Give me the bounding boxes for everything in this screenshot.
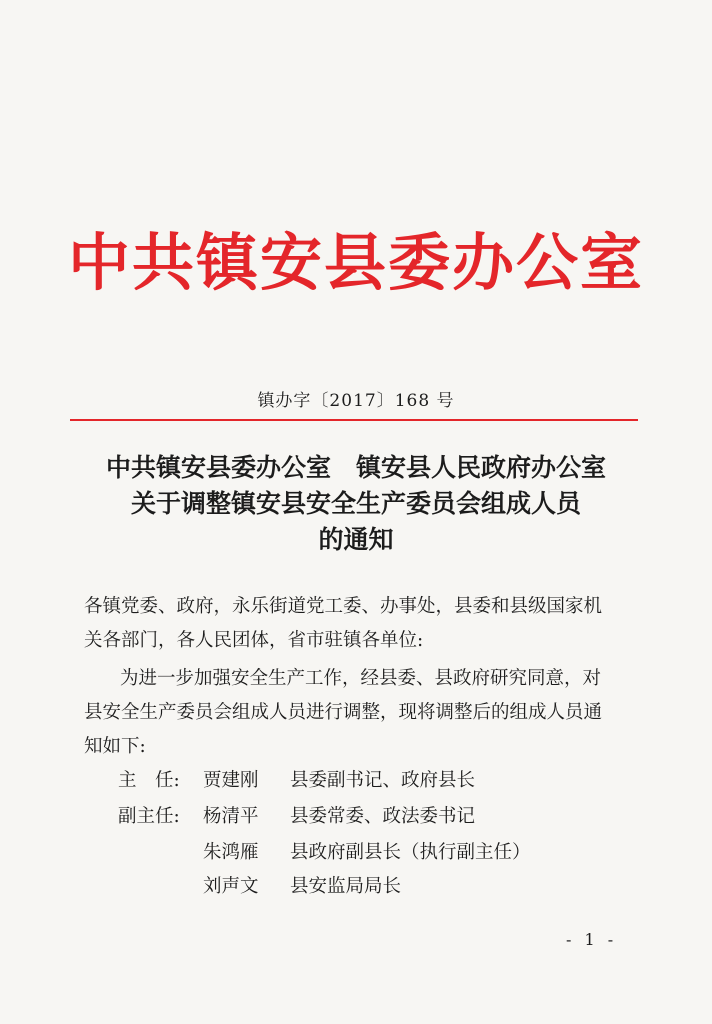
page-number: - 1 - xyxy=(566,930,618,949)
member-role: 主 任: xyxy=(118,770,180,791)
notice-title-line-2: 关于调整镇安县安全生产委员会组成人员 xyxy=(130,489,581,518)
addressee-line-1: 各镇党委、政府，永乐街道党工委、办事处，县委和县级国家机 xyxy=(84,596,603,617)
member-name: 刘声文 xyxy=(203,876,259,897)
member-post: 县安监局局长 xyxy=(290,876,402,897)
paragraph-line-1: 为进一步加强安全生产工作，经县委、县政府研究同意，对 xyxy=(120,668,602,689)
member-post: 县委常委、政法委书记 xyxy=(290,806,476,827)
member-post: 县政府副县长（执行副主任） xyxy=(290,842,531,863)
paragraph-line-2: 县安全生产委员会组成人员进行调整，现将调整后的组成人员通 xyxy=(84,702,603,723)
member-name: 贾建刚 xyxy=(203,770,259,791)
paragraph-line-3: 知如下: xyxy=(84,736,146,757)
addressee-line-2: 关各部门，各人民团体，省市驻镇各单位: xyxy=(84,630,424,651)
member-name: 朱鸿雁 xyxy=(203,842,259,863)
notice-title-line-1: 中共镇安县委办公室 镇安县人民政府办公室 xyxy=(105,453,606,482)
notice-title xyxy=(40,450,672,558)
notice-title-line-3: 的通知 xyxy=(318,525,394,554)
member-name: 杨清平 xyxy=(203,806,259,827)
member-role: 副主任: xyxy=(118,806,180,827)
red-divider-line xyxy=(70,419,638,421)
document-number: 镇办字〔2017〕168 号 xyxy=(257,391,455,411)
issuing-office-title: 中共镇安县委办公室 xyxy=(67,226,644,299)
member-post: 县委副书记、政府县长 xyxy=(290,770,476,791)
